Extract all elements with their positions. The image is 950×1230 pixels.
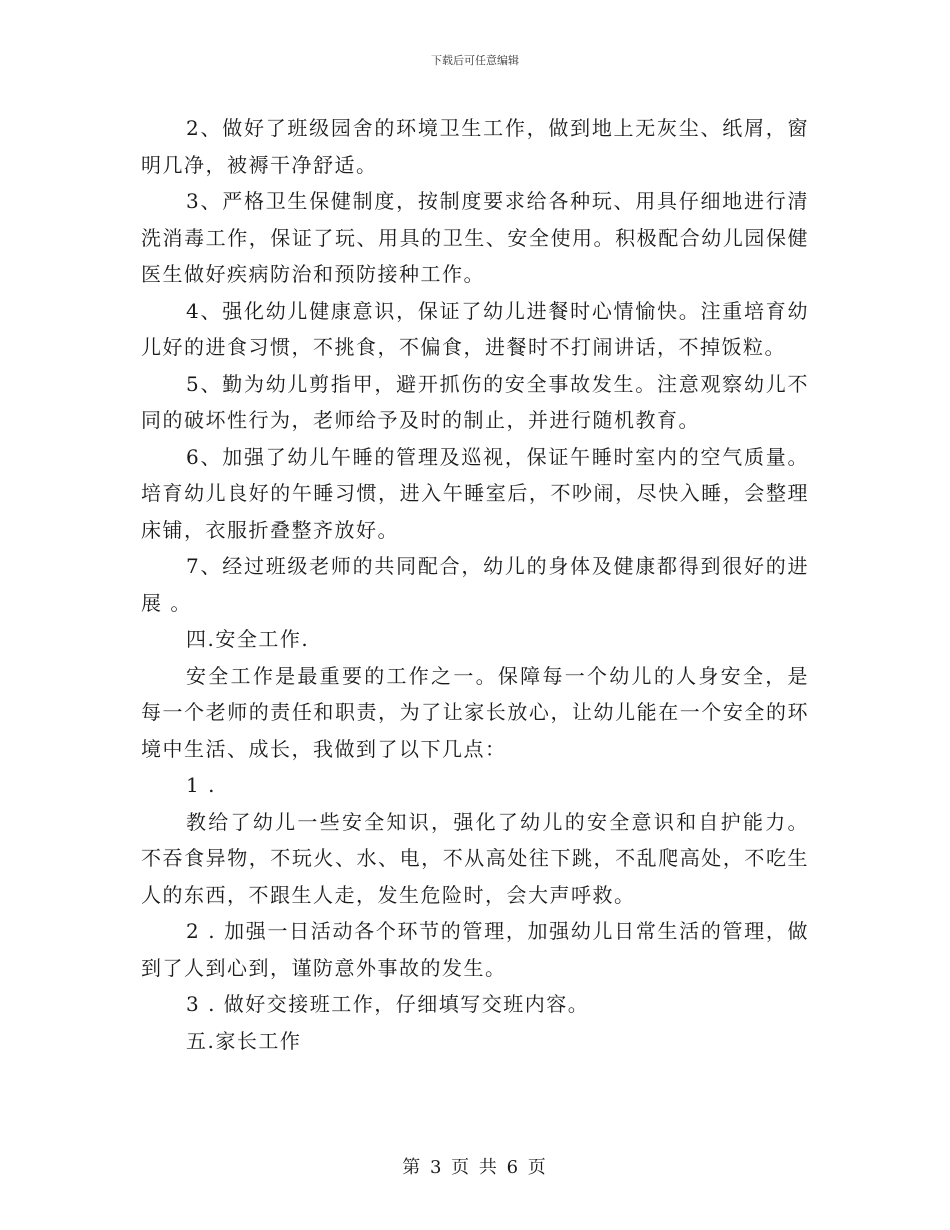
paragraph: 5、勤为幼儿剪指甲，避开抓伤的安全事故发生。注意观察幼儿不同的破坏性行为，老师给予及时的制止，并进行随机教育。 [141,371,809,432]
section-heading-safety: 四.安全工作. [186,627,310,651]
page-footer: 第 3 页 共 6 页 [402,1157,548,1178]
paragraph: 6、加强了幼儿午睡的管理及巡视，保证午睡时室内的空气质量。培育幼儿良好的午睡习惯，进入午睡室后，不吵闹，尽快入睡，会整理床铺，衣服折叠整齐放好。 [141,444,809,542]
paragraph: 2 . 加强一日活动各个环节的管理，加强幼儿日常生活的管理，做到了人到心到，谨防意外事故的发生。 [141,919,809,980]
paragraph: 3、严格卫生保健制度，按制度要求给各种玩、用具仔细地进行清洗消毒工作，保证了玩、用具的卫生、安全使用。积极配合幼儿园保健医生做好疾病防治和预防接种工作。 [141,189,809,286]
paragraph: 7、经过班级老师的共同配合，幼儿的身体及健康都得到很好的进展 。 [141,554,809,615]
paragraph: 2、做好了班级园舍的环境卫生工作，做到地上无灰尘、纸屑，窗明几净，被褥干净舒适。 [141,116,809,177]
page-header: 下载后可任意编辑 [431,54,519,67]
document-body [141,110,809,1059]
section-heading-parents: 五.家长工作 [186,1028,302,1053]
paragraph: 教给了幼儿一些安全知识，强化了幼儿的安全意识和自护能力。不吞食异物，不玩火、水、电，不从高处往下跳，不乱爬高处，不吃生人的东西，不跟生人走，发生危险时，会大声呼救。 [141,809,809,907]
paragraph: 4、强化幼儿健康意识，保证了幼儿进餐时心情愉快。注重培育幼儿好的进食习惯，不挑食，不偏食，进餐时不打闹讲话，不掉饭粒。 [141,298,809,359]
list-number: 1 . [186,773,216,797]
paragraph: 3 . 做好交接班工作，仔细填写交班内容。 [186,992,590,1016]
paragraph: 安全工作是最重要的工作之一。保障每一个幼儿的人身安全，是每一个老师的责任和职责，为了让家长放心，让幼儿能在一个安全的环境中生活、成长，我做到了以下几点： [141,663,809,761]
